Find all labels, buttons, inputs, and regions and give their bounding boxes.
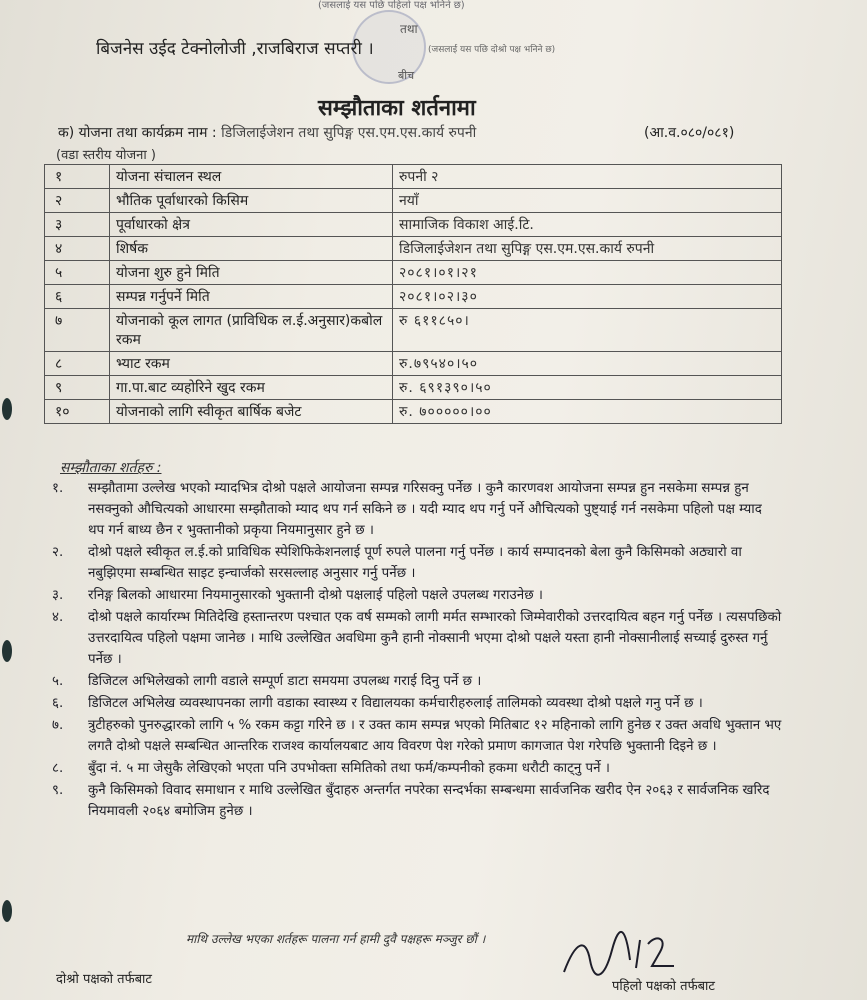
row-number: ३ (45, 213, 110, 237)
condition-number: १. (52, 481, 64, 496)
row-label: योजनाको लागि स्वीकृत बार्षिक बजेट (110, 400, 393, 424)
condition-text: दोश्रो पक्षले कार्यारम्भ मितिदेखि हस्तान्तरण पश्चात एक वर्ष सम्मको लागी मर्मत सम्भारको जिम्मेवारीको उत्तरदायित्व बहन गर्नु पर्नेछ । त्यसपछिको उत्तरदायित्व पहिलो पक्षमा जानेछ । माथि उल्लेखित अवधिमा कुनै हानी नोक्सानी भएमा दोश्रो पक्षले यस्ता हानी नोक्सानीलाई सच्याई दुरुस्त गर्नु पर्नेछ । (88, 610, 782, 667)
row-label: गा.पा.बाट व्यहोरिने खुद रकम (110, 376, 393, 400)
row-label: सम्पन्न गर्नुपर्ने मिति (110, 285, 393, 309)
row-value: रु. ७०००००।०० (393, 400, 782, 424)
condition-text: सम्झौतामा उल्लेख भएको म्यादभित्र दोश्रो पक्षले आयोजना सम्पन्न गरिसक्नु पर्नेछ । कुनै कारणवश आयोजना सम्पन्न हुन नसकेमा सम्पन्न हुन नसक्नुको औचित्यको आधारमा सम्झौताको म्याद थप गर्न सकिने छ । यदी म्याद थप गर्नु पर्ने औचित्यको पुष्ट्याई गर्न नसकेमा पहिलो पक्ष म्याद थप गर्न बाध्य छैन र भुक्तानीको प्रकृया नियमानुसार हुने छ । (88, 481, 762, 538)
binder-hole (2, 900, 12, 922)
binder-hole (2, 640, 12, 662)
condition-item (52, 693, 782, 714)
bich-text: बीच (398, 69, 415, 82)
row-label: योजना संचालन स्थल (110, 165, 393, 189)
row-number: ४ (45, 237, 110, 261)
condition-item (52, 780, 782, 822)
row-label: पूर्वाधारको क्षेत्र (110, 213, 393, 237)
table-row (45, 261, 782, 285)
scheme-name: डिजिलाईजेशन तथा सुपिङ्ग एस.एम.एस.कार्य रुपनी (221, 125, 477, 141)
scheme-line (58, 123, 476, 142)
condition-item (52, 542, 782, 584)
row-value: सामाजिक विकाश आई.टि. (393, 213, 782, 237)
binder-hole (2, 398, 12, 420)
second-party-sign-label: दोश्रो पक्षको तर्फबाट (56, 972, 152, 987)
first-party-sign-label: पहिलो पक्षको तर्फबाट (612, 979, 715, 994)
condition-item (52, 478, 782, 541)
row-value: रुपनी २ (393, 165, 782, 189)
row-value: रु ६११८५०। (393, 309, 782, 352)
conditions-list (52, 478, 782, 823)
row-number: ६ (45, 285, 110, 309)
row-number: २ (45, 189, 110, 213)
row-label: भौतिक पूर्वाधारको किसिम (110, 189, 393, 213)
row-number: ८ (45, 352, 110, 376)
row-value: नयाँ (393, 189, 782, 213)
row-label: योजनाको कूल लागत (प्राविधिक ल.ई.अनुसार)कबोल रकम (110, 309, 393, 352)
table-row (45, 400, 782, 424)
row-value: २०८१।०१।२१ (393, 261, 782, 285)
table-row (45, 352, 782, 376)
condition-item (52, 607, 782, 670)
table-row (45, 376, 782, 400)
condition-text: दोश्रो पक्षले स्वीकृत ल.ई.को प्राविधिक स्पेशिफिकेशनलाई पूर्ण रुपले पालना गर्नु पर्नेछ । कार्य सम्पादनको बेला कुनै किसिमको अठ्यारो वा नबुझिएमा सम्बन्धित साइट इन्चार्जको सरसल्लाह अनुसार गर्नु पर्नेछ । (88, 545, 742, 581)
row-label: योजना शुरु हुने मिति (110, 261, 393, 285)
row-value: रु. ६९१३९०।५० (393, 376, 782, 400)
row-value: २०८१।०२।३० (393, 285, 782, 309)
table-row (45, 165, 782, 189)
row-number: ७ (45, 309, 110, 352)
scheme-label: क) योजना तथा कार्यक्रम नाम : (58, 125, 217, 141)
table-row (45, 237, 782, 261)
table-row (45, 309, 782, 352)
row-value: डिजिलाईजेशन तथा सुपिङ्ग एस.एम.एस.कार्य रुपनी (393, 237, 782, 261)
condition-text: त्रुटीहरुको पुनरुद्धारको लागि ५ % रकम कट्टा गरिने छ । र उक्त काम सम्पन्न भएको मितिबाट १२ महिनाको लागि हुनेछ र उक्त अवधि भुक्तान भए लगतै दोश्रो पक्षले सम्बन्धित आन्तरिक राजश्व कार्यालयबाट आय विवरण पेश गरेको प्रमाण कागजात पेश गरेपछि भुक्तानी दिइने छ । (88, 718, 782, 754)
page-title: सम्झौताका शर्तनामा (318, 96, 476, 121)
first-party-note: (जसलाई यस पछि पहिलो पक्ष भनिने छ) (318, 0, 465, 11)
condition-text: डिजिटल अभिलेखको लागी वडाले सम्पूर्ण डाटा समयमा उपलब्ध गराई दिनु पर्ने छ । (88, 674, 482, 689)
condition-number: ३. (52, 588, 64, 603)
handwritten-signature (556, 920, 686, 990)
condition-number: २. (52, 545, 64, 560)
table-row (45, 285, 782, 309)
fiscal-year: (आ.व.०८०/०८१) (644, 125, 735, 141)
condition-number: ४. (52, 610, 64, 625)
ward-plan-label: (वडा स्तरीय योजना ) (56, 148, 156, 163)
condition-item (52, 585, 782, 606)
conditions-heading: सम्झौताका शर्तहरु : (60, 460, 162, 476)
scheme-details-table (44, 164, 782, 424)
table-row (45, 189, 782, 213)
row-number: १० (45, 400, 110, 424)
tatha-text: तथा (400, 22, 418, 36)
condition-number: ९. (52, 783, 64, 798)
condition-number: ६. (52, 696, 64, 711)
condition-item (52, 671, 782, 692)
table-row (45, 213, 782, 237)
agreement-note: माथि उल्लेख भएका शर्तहरू पालना गर्न हामी दुवै पक्षहरू मञ्जुर छौं । (186, 932, 486, 946)
condition-text: कुनै किसिमको विवाद समाधान र माथि उल्लेखित बुँदाहरु अन्तर्गत नपरेका सन्दर्भका सम्बन्धमा सार्वजनिक खरीद ऐन २०६३ र सार्वजनिक खरिद नियमावली २०६४ बमोजिम हुनेछ । (88, 783, 770, 819)
condition-text: बुँदा नं. ५ मा जेसुकै लेखिएको भएता पनि उपभोक्ता समितिको तथा फर्म/कम्पनीको हकमा धरौटी काट्नु पर्ने । (88, 761, 610, 776)
row-value: रु.७९५४०।५० (393, 352, 782, 376)
condition-item (52, 715, 782, 757)
condition-text: डिजिटल अभिलेख व्यवस्थापनका लागी वडाका स्वास्थ्य र विद्यालयका कर्मचारीहरुलाई तालिमको व्यवस्था दोश्रो पक्षले गनु पर्ने छ । (88, 696, 703, 711)
condition-text: रनिङ्ग बिलको आधारमा नियमानुसारको भुक्तानी दोश्रो पक्षलाई पहिलो पक्षले उपलब्ध गराउनेछ । (88, 588, 543, 603)
row-number: १ (45, 165, 110, 189)
condition-item (52, 758, 782, 779)
firm-name: बिजनेस उईद टेक्नोलोजी ,राजबिराज सप्तरी । (96, 39, 374, 59)
condition-number: ५. (52, 674, 64, 689)
row-number: ९ (45, 376, 110, 400)
second-party-note: (जसलाई यस पछि दोश्रो पक्ष भनिने छ) (428, 45, 556, 55)
condition-number: ७. (52, 718, 64, 733)
row-label: भ्याट रकम (110, 352, 393, 376)
condition-number: ८. (52, 761, 64, 776)
row-number: ५ (45, 261, 110, 285)
row-label: शिर्षक (110, 237, 393, 261)
